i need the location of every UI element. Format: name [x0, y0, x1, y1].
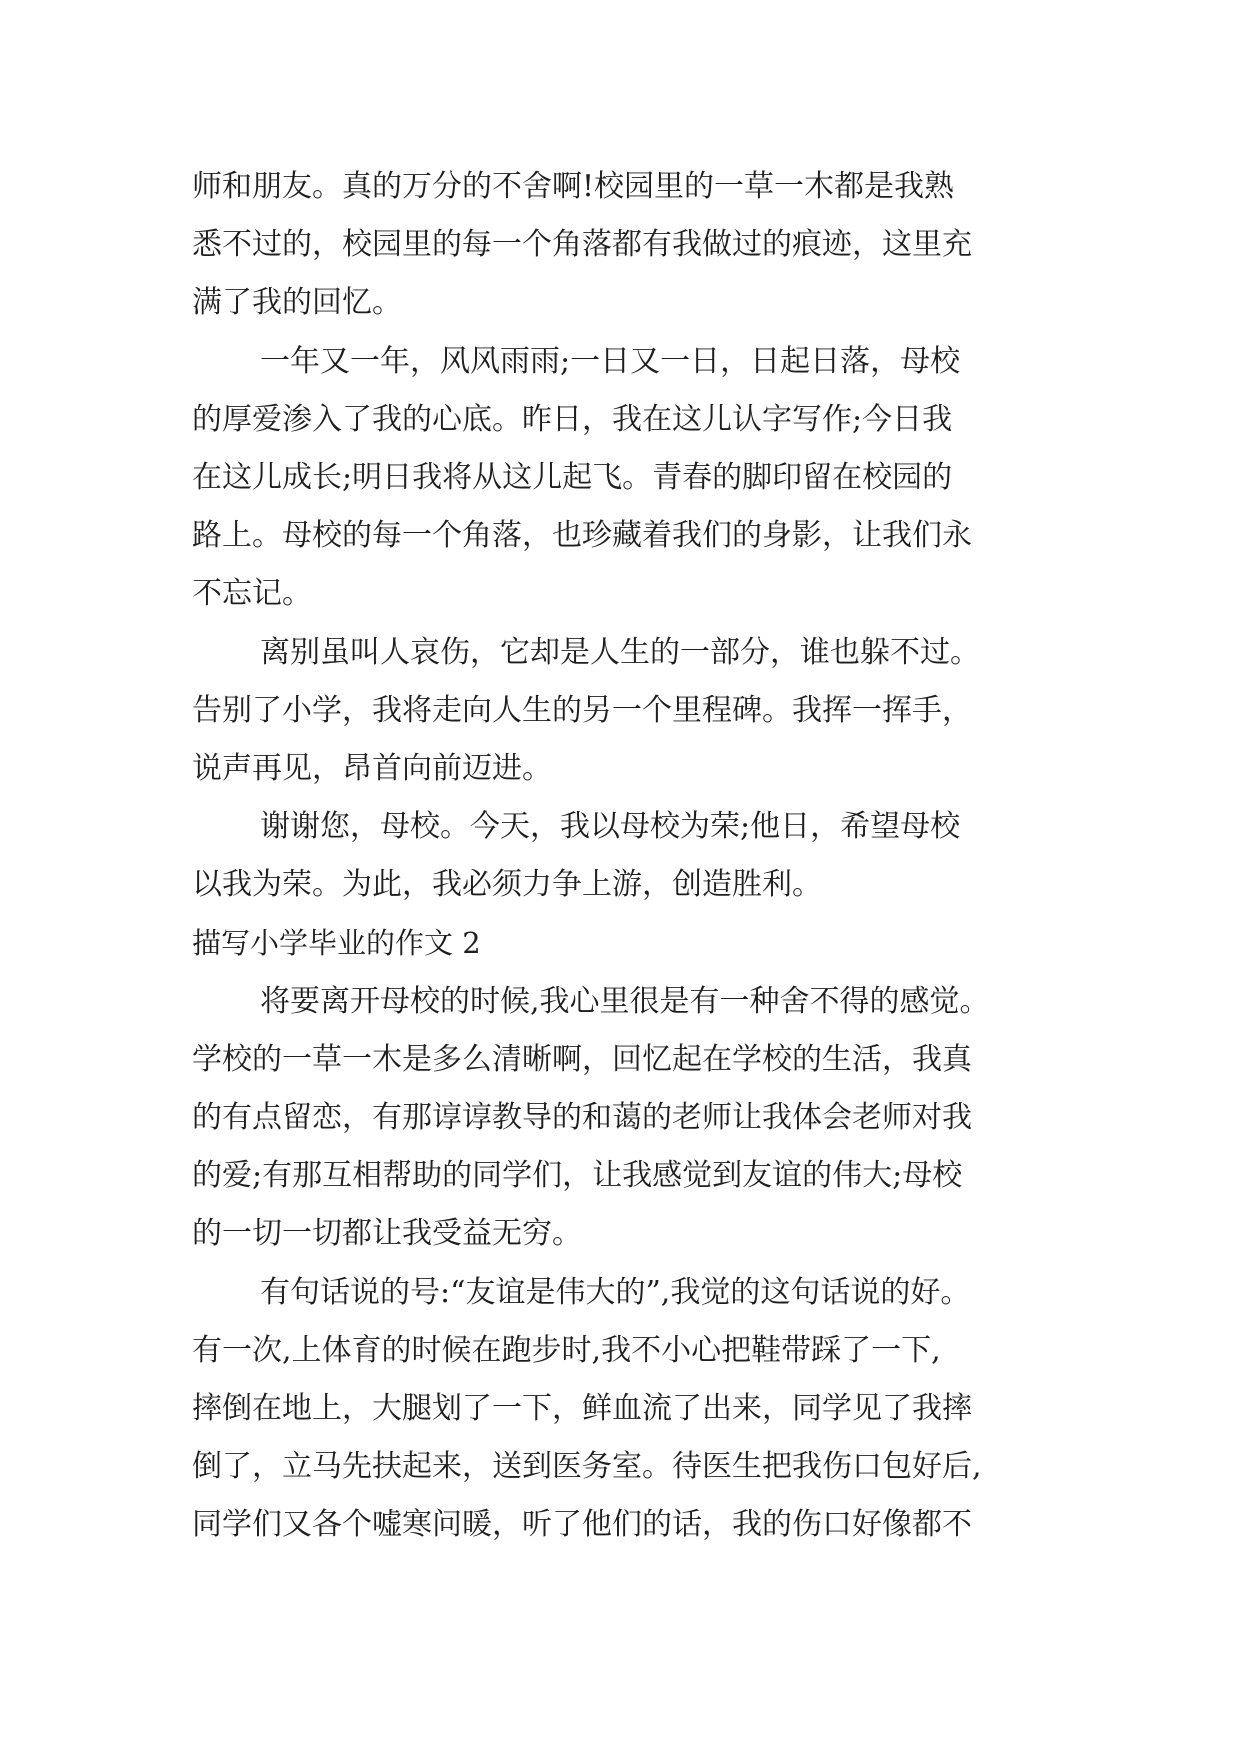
text-line: 师和朋友。真的万分的不舍啊!校园里的一草一木都是我熟	[192, 169, 955, 204]
text-line: 的有点留恋，有那谆谆教导的和蔼的老师让我体会老师对我	[192, 1100, 972, 1135]
text-line: 说声再见，昂首向前迈进。	[192, 750, 552, 786]
paragraph-start-line: 将要离开母校的时候,我心里很是有一种舍不得的感觉。	[260, 983, 990, 1019]
document-body	[192, 158, 1072, 1555]
text-line: 的爱;有那互相帮助的同学们，让我感觉到友谊的伟大;母校	[192, 1158, 963, 1194]
text-line: 有一次,上体育的时候在跑步时,我不小心把鞋带踩了一下,	[192, 1332, 941, 1368]
text-line: 路上。母校的每一个角落，也珍藏着我们的身影，让我们永	[192, 518, 972, 554]
section-heading: 描写小学毕业的作文 2	[192, 926, 481, 961]
text-line: 不忘记。	[192, 576, 312, 612]
text-line: 学校的一草一木是多么清晰啊，回忆起在学校的生活，我真	[192, 1041, 972, 1077]
text-line: 摔倒在地上，大腿划了一下，鲜血流了出来，同学见了我摔	[192, 1390, 972, 1426]
paragraph-start-line: 一年又一年，风风雨雨;一日又一日，日起日落，母校	[260, 343, 961, 379]
text-line: 同学们又各个嘘寒问暖，听了他们的话，我的伤口好像都不	[192, 1507, 972, 1543]
text-line: 告别了小学，我将走向人生的另一个里程碑。我挥一挥手，	[192, 692, 972, 728]
text-line: 以我为荣。为此，我必须力争上游，创造胜利。	[192, 867, 822, 903]
text-line: 的厚爱渗入了我的心底。昨日，我在这儿认字写作;今日我	[192, 401, 953, 437]
text-line: 悉不过的，校园里的每一个角落都有我做过的痕迹，这里充	[192, 227, 972, 263]
text-line: 在这儿成长;明日我将从这儿起飞。青春的脚印留在校园的	[192, 459, 953, 495]
text-line: 倒了，立马先扶起来，送到医务室。待医生把我伤口包好后,	[192, 1449, 982, 1485]
paragraph-start-line: 离别虽叫人哀伤，它却是人生的一部分，谁也躲不过。	[260, 634, 980, 670]
text-line: 的一切一切都让我受益无穷。	[192, 1216, 582, 1252]
text-line: 满了我的回忆。	[192, 285, 402, 321]
paragraph-start-line: 有句话说的号:“友谊是伟大的”,我觉的这句话说的好。	[260, 1274, 971, 1310]
paragraph-start-line: 谢谢您，母校。今天，我以母校为荣;他日，希望母校	[260, 809, 961, 845]
